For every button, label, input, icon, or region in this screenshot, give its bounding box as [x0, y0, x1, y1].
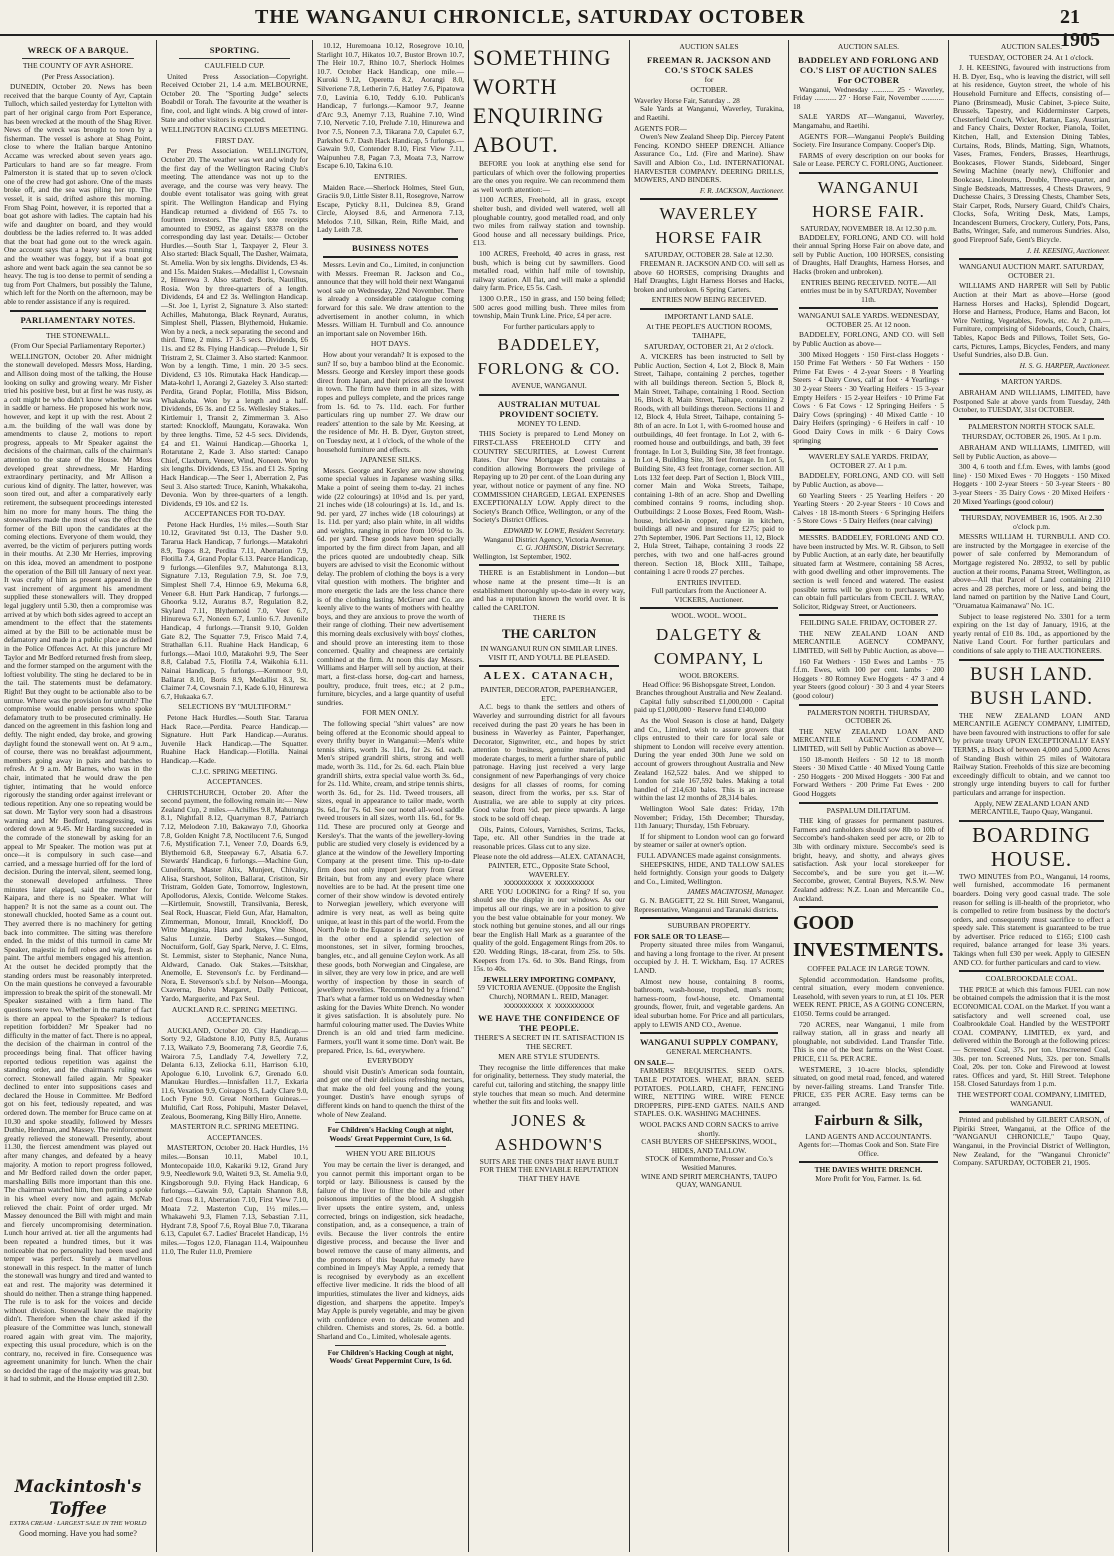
mackintosh-tagline: Good morning. Have you had some?: [19, 1529, 137, 1538]
jones-tagline: SUITS ARE THE ONES THAT HAVE BUILT FOR THEM THE ENVIABLE REPUTATION THAT THEY HAVE: [479, 1156, 619, 1184]
boarding-body: TWO MINUTES from P.O., Wanganui, 14 rooms, well furnished, accommodate 16 permanent boarders. Doing very good casual trade. The sole reason for selling is ill-health of the proprietor, who is compelled to retire from business by the doctor's orders, and consequently must sacrifice to effect a speedy sale. This statement is guaranteed to be true by advertiser. Price reduced to £165; £100 cash required, balance arranged for lease 3¾ years. Takings when full £30 per week. Apply to GIESEN AND CO. for further particulars and card to view.: [953, 871, 1110, 967]
catanach-name: ALEX. CATANACH,: [483, 670, 615, 683]
mackintosh-logo: Mackintosh's Toffee: [14, 1477, 142, 1519]
auction-mart-signature: H. S. G. HARPER, Auctioneer.: [1019, 360, 1110, 370]
frj-heading: FREEMAN R. JACKSON AND CO.'S STOCK SALES: [646, 54, 772, 75]
paspalum-heading: PASPALUM DILITATUM.: [826, 805, 911, 815]
land-sale-heading: IMPORTANT LAND SALE.: [664, 311, 754, 321]
divider: [799, 802, 938, 804]
supply-company-list: FARMERS' REQUISITES. SEED OATS. TABLE POTATOES. WHEAT, BRAN. SEED POTATOES. POLLARD, CHAFF, FENCING WIRE, NETTING WIRE. WIRE FENCE DROPPERS, PIPE-END GATES. NAILS AND STAPLES. O.K. WASHING MACHINES.: [634, 1066, 784, 1119]
agents-list: Owen's New Zealand Sheep Dip. Piercey Patent Fencing. KONDO SHEEP DRENCH. Alliance Assurance Co., Ltd. (Fire and Marine). Shaw Savill and Albion Co., Ltd. INTERNATIONAL HARVESTER COMPANY. DEERING DRILLS, MOWERS, AND BINDERS.: [634, 132, 784, 185]
divider: [959, 509, 1104, 511]
jones-name: JONES &: [511, 1110, 587, 1130]
marton-body: ABRAHAM AND WILLIAMS, LIMITED, have Postponed Sale at above yards from Tuesday, 24th October, to TUESDAY, 31st OCTOBER.: [953, 387, 1110, 415]
caulfield-cup-heading: CAULFIELD CUP.: [204, 61, 265, 70]
turnbull-body-2: Subject to lease registered No. 3301 for a term expiring on the 1st day of January, 1916, at the yearly rental of £10 8s. 10d., as apportioned by the Native Land Court. For further particulars and conditions of sale apply to THE AUCTIONEERS.: [953, 611, 1110, 655]
wreck-source: (Per Press Association).: [41, 71, 115, 81]
supply-company-sub: GENERAL MERCHANTS.: [666, 1047, 752, 1057]
dalgety-brokers: WOOL BROKERS.: [679, 671, 739, 681]
decorative-border: XXXXXXXXXX X XXXXXXXXXX: [503, 1001, 594, 1010]
wanganui-sale-body: BADDELEY, FORLONG, AND CO. will Sell by Public Auction as above—: [793, 330, 944, 349]
divider: [479, 564, 619, 566]
baddeley-name: BADDELEY,: [497, 335, 601, 355]
company-headline: COMPANY, L: [653, 649, 765, 669]
land-sale-invited: ENTRIES INVITED.: [676, 577, 742, 587]
newspaper-title: THE WANGANUI CHRONICLE, SATURDAY OCTOBER: [255, 6, 806, 28]
wreck-heading: WRECK OF A BARQUE.: [27, 45, 129, 55]
wreck-article: DUNEDIN, October 20. News has been received that the barque County of Ayr, Captain Tulloch, which sailed yesterday for Lyttelton with part of her original cargo from Port Esperance, has been wrecked at the mouth of the Shag River. News of the wreck was brought to town by a fisherman. The vessel is ashore at Shag Point, close to where the Italian barque Antonino Accame was wrecked about seven years ago. Particulars to hand are so far meagre. From Palmerston it is stated that up to seven o'clock one of the crew had got ashore. One of the masts broke off, and the sea was piling her up. The vessel, it is said, drifted ashore this morning. From Shag Point, however, it is reported that a boat got ashore with ladies. The captain had his wife and daughter on board, and they would doubtless be the ladies referred to. It was added that the boat had gone out to the wreck again. One account says that a heavy sea was running and the weather was foggy, but if a boat got ashore and went back again the sea cannot be so heavy. The tug is too dense to permit of sending a tug from Port Chalmers, but possibly the Talune, which left for the North on the afternoon, may be able to render assistance if any is required.: [4, 82, 152, 307]
bf-farms: FARMS of every description on our books for Sale or Lease. PERCY C. FORLONG, Auctioneer.: [793, 150, 944, 169]
column-7: [949, 42, 1114, 1552]
for-men-heading: FOR MEN ONLY.: [362, 708, 419, 718]
divider: [799, 172, 938, 174]
divider: [179, 58, 290, 59]
forlong-name: FORLONG & CO.: [477, 359, 621, 379]
suburban-heading: SUBURBAN PROPERTY.: [667, 921, 751, 931]
davies-drench-sub: More Profit for You, Farmer. 1s. 6d.: [815, 1173, 922, 1183]
frj-for: for: [704, 74, 714, 84]
divider: [640, 607, 778, 609]
dalgety-capital: Capital fully subscribed £1,000,000 · Capital paid up £1,000,000 · Reserve fund £140,000: [634, 696, 784, 715]
divider: [323, 238, 458, 240]
catanach-body: A.C. begs to thank the settlers and others of Waverley and surrounding district for all favours received during the past 20 years he has been in business in Waverley as Painter, Paperhanger, Decorator, Signwriter, etc., and hopes by strict attention to business, genuine materials, and moderate charges, to merit a further share of public patronage. Having just received a very large consignment of new Paperhangings of very choice designs for all classes of rooms, for coming season, direct from the works, per s.s. Star of Australia, we are able to supply at city prices. Good value from ½d. per piece upwards. A large stock to be sold off cheap.: [473, 702, 625, 824]
waverley-sale-heading: WAVERLEY SALE YARDS. FRIDAY, OCTOBER 27. At 1 p.m.: [808, 452, 929, 470]
caulfield-cup-article: United Press Association—Copyright. Received October 21, 1.4 a.m. MELBOURNE, October 20. The "Sporting Judge" selects Boabdil or Torah. The favourite at the weather is fine, cool, and light winds. A big crowd of inter-State and other visitors is expected.: [161, 71, 308, 124]
decorative-border: XXXXXXXXXX X XXXXXXXXXX: [503, 879, 594, 888]
about-headline: ABOUT.: [473, 132, 559, 157]
jewellery-address: 59 VICTORIA AVENUE. (Opposite the English Church), NORMAN L. REID, Manager.: [477, 983, 621, 1001]
coal-signature: THE WESTPORT COAL COMPANY, LIMITED, WANGANUI.: [956, 1089, 1107, 1108]
property-listing: 1100 ACRES, Freehold, all in grass, except shelter bush, and divided well watered, well all ploughable country, good metalled road, and only two miles from railway station and township. Good house and all necessary buildings. Price, £13.: [473, 195, 625, 248]
fairburn-silk-name: Fairburn & Silk,: [814, 1112, 923, 1129]
bf-yards: SALE YARDS AT—Wanganui, Waverley, Mangamahu, and Raetihi.: [793, 112, 944, 130]
multiform-article: Petone Hack Hurdles.—South Star. Tararua Hack Race.—Perdita. Pearce Handicap.—Signature. Hutt Park Handicap.—Auratus. Juvenile Hack Handicap.—The Squatter. Ruahine Hack Handicap.—Flotilla. Nainai Handicap.—Kade.: [161, 712, 308, 765]
marton-heading: MARTON YARDS.: [1001, 377, 1062, 387]
acres-listing: 720 ACRES, near Wanganui, 1 mile from railway station, all in grass and nearly all ploughable, not subdivided. Land Transfer Title. This is one of the best farms on the West Coast. PRICE, £11 5s. PER ACRE.: [793, 1019, 944, 1064]
further-particulars: For further particulars apply to: [503, 321, 595, 331]
dalgety-dates: Wellington Wool Sale dates: Friday, 17th November; Friday, 15th December; Thursday, 11th January; Thursday, 15th February.: [634, 803, 784, 831]
wanganui-sale-heading: WANGANUI SALE YARDS. WEDNESDAY, OCTOBER 25. At 12 noon.: [797, 311, 940, 329]
divider: [479, 394, 619, 396]
investments-headline: INVESTMENTS.: [793, 939, 944, 962]
business-notes-article: Messrs. Levin and Co., Limited, in conjunction with Messrs. Freeman R. Jackson and Co., announce that they will hold their next Wanganui wool sale on Wednesday, 22nd November. There is already a considerable catalogue coming forward for this sale. We draw attention to the advertisement in another column, in which Messrs. William H. Turnbull and Co. announce an important sale on November 16th.: [317, 260, 464, 338]
boarding-headline: BOARDING: [972, 822, 1091, 847]
parliament-subheading: THE STONEWALL.: [46, 330, 110, 340]
keesing-body: J. H. KEESING, favoured with instructions from H. B. Dyer, Esq., who is leaving the district, will sell at his residence, Guyton street, the whole of his Household Furniture and Effects, consisting of—Piano (Brinsmead), Music Cabinet, 3-piece Suite, Brussels, Tapestry, and Kidderminster Carpets, Chesterfield Couch, Wicker, Rattan, Easy, Austrian, and Fancy Chairs, Dexter Rocker, Pianola, Toilet, Kitchen, Hall, and Extension Dining Tables, Curtains, Rods, Blinds, Matting, Sign, Whatnots, Vases, Frames, Fenders, Brasses, Hearthrugs, Bookcases, Flower Stands, Sideboard, Singer Sewing Machine (nearly new), Chiffonier and Bookcase, Linoleums, Double, Three-quarter, and Single Bedsteads, Mattresses, 4 Chests Drawers, 9 Duchesse Chairs, 3 Dressing Chests, Chamber Sets, Stair Carpet, Rods, Nursery Guard, Child's Chairs, Clocks, Sofa, Writing Desk, Mats, Lamps, Incandescent Burners, Crockery, Cutlery, Pots, Pans, Baths, Wringer, Safe, and numerous Sundries. Also, good Fireproof Safe, Gent's Bicycle.: [953, 63, 1110, 245]
dalgety-ship: If for shipment to London wool can go forward by steamer or sailer at owner's option.: [634, 831, 784, 850]
suburban-body-2: Almost new house, containing 8 rooms, bathroom, wash-house, tropshed, man's room; harness-room, fowl-house, etc. Ornamental grounds, flower, fruit, and vegetable gardens. An ideal suburban home. For Price and all particulars, apply to LEWIS AND CO., Avenue.: [634, 976, 784, 1029]
feilding-sale-list: 160 Fat Wethers · 150 Ewes and Lambs · 75 f.f.m. Ewes, with 100 per cent. lambs · 200 Hoggets · 80 Romney Ewe Hoggets · 47 3 and 4 year Steers (good colour) · 30 3 and 4 year Steers (good colour): [793, 656, 944, 701]
column-1: [0, 42, 156, 1552]
cough-advert: For Children's Hacking Cough at night, Woods' Great Peppermint Cure, 1s 6d.: [327, 1125, 454, 1143]
mackintosh-tag: EXTRA CREAM · LARGEST SALE IN THE WORLD: [9, 1520, 147, 1527]
dalgety-headline: DALGETY &: [655, 625, 763, 645]
divider: [479, 665, 619, 667]
agents-for: AGENTS FOR—: [634, 123, 687, 133]
fairburn-silk-agents: Agents for:—Thomas Cook and Son. State Fire Office.: [798, 1140, 939, 1158]
column-2: [157, 42, 312, 1552]
property-listing: 100 ACRES, Freehold, 40 acres in grass, rest bush, which is being cut by sawmillers. Good metalled road, within half mile of township, railway station. All flat, and will make a splendid dairy farm. Price, £5 5s. Cash.: [473, 248, 625, 293]
cough-advert: For Children's Hacking Cough at night, Woods' Great Peppermint Cure, 1s 6d.: [327, 1347, 454, 1366]
mrc-acceptances: ACCEPTANCES.: [206, 1132, 263, 1142]
bush-land-body: THE NEW ZEALAND LOAN AND MERCANTILE AGENCY COMPANY, LIMITED, have been favoured with instructions to offer for sale by private treaty UPON EXCEPTIONALLY EASY TERMS, a Block of between 4,000 and 5,000 Acres of Standing Bush within 25 miles of Waitotara Railway Station. Freeholds of this size are becoming exceedingly difficult to obtain, and we cannot too strongly urge intending buyers to call for further particulars and arrange for inspection.: [953, 710, 1110, 797]
catanach-trade: PAINTER, DECORATOR, PAPERHANGER, ETC.: [480, 685, 618, 703]
arc-article: AUCKLAND, October 20. City Handicap.—Sorty 9.2, Gladstone 8.10, Putty 8.5, Auratus 7.13, Waikato 7.9, Boomerang 7.8, Geordie 7.6, Wairora 7.5, Landlady 7.4, Jewellery 7.2, Delanta 6.13, Zeliocka 6.11, Harrison 6.10, Apologue 6.10, Luvolink 6.7, Grenado 6.0. Manukau Hurdles.—Innisfallen 11.7, Exkaria 11.6, Vexation 9.9, Coiragoo 9.5, Lady Clare 9.0, Loch Fyne 9.0. Great Northern Guineas.—Multifid, Carl Ross, Pohipuhi, Master Delavel, Zealous, Boomerang, King Billy Hiro, Annette.: [161, 1025, 308, 1121]
style-students: MEN ARE STYLE STUDENTS.: [498, 1052, 600, 1062]
parliament-source: (From Our Special Parliamentary Reporter.): [11, 341, 145, 351]
keesing-signature: J. H. KEESING, Auctioneer.: [1026, 245, 1110, 255]
carlton-intro: THERE is an Establishment in London—but whose name at the present time—It is an establishment thoroughly up-to-date in every way, and has a reputation known the world over. It is called the CARLTON.: [473, 568, 625, 612]
something-headline: SOMETHING: [473, 45, 612, 70]
turnbull-body: MESSRS WILLIAM H. TURNBULL AND CO. are instructed by the Mortgagee in exercise of the power of sale conferred by Memorandum of Mortgage registered No. 28932, to sell by public auction at their rooms, Panama Street, Wellington, as above—All that Parcel of Land containing 2110 acres and 28 perches, more or less, and being the land named on partition by the Native Land Court, "Oruamatua Kaimanawa" No. 1C.: [953, 532, 1110, 611]
dalgety-branches: Branches throughout Australia and New Zealand.: [635, 688, 783, 698]
cjc-acceptances: ACCEPTANCES.: [206, 777, 263, 787]
palmerston-stock-date: THURSDAY, OCTOBER 26, 1905. At 1 p.m.: [961, 432, 1102, 442]
divider: [959, 1111, 1104, 1113]
bilious-heading: WHEN YOU ARE BILIOUS: [345, 1149, 436, 1159]
divider: [799, 614, 938, 616]
palmerston-stock-heading: PALMERSTON NORTH STOCK SALE.: [968, 421, 1095, 431]
land-sale-further: Full particulars from the Auctioneer A. VICKERS, Auctioneer.: [651, 586, 767, 604]
divider: [323, 256, 458, 258]
divider: [959, 970, 1104, 972]
frj-fair: Waverley Horse Fair, Saturday .. 28: [634, 95, 740, 105]
business-notes-heading: BUSINESS NOTES: [351, 243, 430, 254]
coffee-palace-body: Splendid accommodation. Handsome profits, central situation, every modern convenience. Leasehold, with seven years to run, at £1 10s. PER WEEK RENT. PRICE, AS A GOING CONCERN, £1050. Terms could be arranged.: [793, 974, 944, 1019]
property-listing: 1300 O.P.R., 150 in grass, and 150 being felled; 500 acres good milling bush. Three miles from township, Main Trunk Line. Price, £4 per acre.: [473, 293, 625, 321]
palmerston-stock-body: ABRAHAM AND WILLIAMS, LIMITED, will Sell by Public Auction, as above—: [953, 442, 1110, 461]
auction-sales-heading: AUCTION SALES.: [837, 42, 900, 51]
waverley-entries: ENTRIES NOW BEING RECEIVED.: [651, 295, 767, 305]
everybody-article: should visit Dustin's American soda fountain, and get one of their delicious refreshing nectars, that make the old feel young and the young younger. Dustin's have enough syrups of different kinds on hand to quench the thirst of the whole of New Zealand.: [317, 1066, 464, 1119]
multiform-heading: SELECTIONS BY "MULTIFORM.": [178, 702, 291, 712]
waverley-date: SATURDAY, OCTOBER 28. Sale at 12.30.: [644, 250, 774, 260]
wrc-article: Per Press Association. WELLINGTON, October 20. The weather was wet and windy for the first day of the Wellington Racing Club's meeting. The attendance was not up to the average, and the course was very heavy. The double event totalisator was going with great spirit. The Wellington Handicap and Flying Handicap returned a dividend of £65 7s. to fourteen investors. The day's tote receipts amounted to £9092, as against £8378 on the corresponding day last year. Details:— October Hurdles.—South Star 1, Taxpayer 2, Fleur 3. Also started: Black Squall, The Dasher, Waimata, St. Amelia. Won by six lengths. Dividends, £3 4s. and 15s. Maiden Stakes.—Medallist 1, Cowsnain 2, Hinerewa 3. Also started: Boris, Nautillus, Rosia. Won by three-quarters of a length. Dividends, £4 and £2 3s. Wellington Handicap.—St. Joe 1, Lyrist 2, Signature 3. Also started: Achilles, Mahutonga, Black Reynard, Auratus, Simplest Shell, Plassen, Blythemoid, Hukamie. Won by a neck, a neck separating the second and third. Time, 2 mins. 17 3-5 secs. Dividends, £6 11s. and £2 8s. Flying Handicap.—Prelude 1, Sir Tristram 2, St. Claimer 3. Also started: Kanmoor. Won by a length. Time, 1 min. 20 3-5 secs. Dividend, £3 10s. Rimutaka Hack Handicap.—Mata-kohrl 1, Aorangi 2, Gazeley 3. Also started: Perdita, Grand Poplar, Flotilla, Miss Bidson, Whakakoha. Won by a length and a half. Dividends, £6 3s. and £2 5s. Wellesley Stakes.—Kirtlemuir 1, Transit 2, Zimmerman 3. Also started: Knockloff, Maungatu, Korawaka. Won by three lengths. Time, 52 4-5 secs. Dividends, £4 and £1. Wainui Handicap.—Ghoorka 1, Rotarutane 2, Kade 3. Also started: Canapo Chief, Claxburn, Veneer, Wind, Noneen. Won by six lengths. Dividends, £3 15s. and £1 2s. Spring Hack Handicap.—The Seer 1, Aberration 2, Pas Seul 3. Also started: Truce, Kaninh, Whakakoha, Devonia. Won by three-quarters of a length. Dividends, £9 10s. and £2 1s.: [161, 146, 308, 508]
good-headline: GOOD: [793, 912, 855, 935]
feilding-sale-heading: FEILDING SALE. FRIDAY, OCTOBER 27.: [800, 618, 937, 628]
waverley-body: FREEMAN R. JACKSON AND CO. will sell as above 60 HORSES, comprising Draughts and Half Draughts, Light Harness Horses and Hacks, broken and unbroken. 6 Spring Carters.: [634, 258, 784, 294]
column-4: [469, 42, 629, 1552]
mrc-article: MASTERTON, October 20. Hack Hurdles, 1½ miles.—Bonsan 10.11, Mabel 10.1, Montecopaide 10.0, Kakariki 9.12, Grand Jury 9.9, Needlework 9.0, Waiteti 9.3, St. Amelia 9.0, Kingsborough 9.0. Flying Hack Handicap, 6 furlongs.—Gawain 9.0, Captain Shannon 8.8, Red Cross 8.1, Aberration 7.10, First View 7.10, Moata 7.2. Masterton Cup, 1½ miles.—Whakawehi 9.3, Flamen 7.13, Sebastian 7.11, Hydrant 7.8, Spoof 7.6, Royal Blue 7.0, Tikarana 6.13, Capulet 6.7. Ladies' Bracelet Handicap, 1½ miles.—Togos 12.0, Flanagan 11.4, Waipounheu 11.0, The Ruler 11.0, Premiere: [161, 1143, 308, 1256]
parliament-article: WELLINGTON, October 20. After midnight the stonewall developed. Messrs Moss, Harding, and Allison doing most of the talking, the House looking on sulky and growing weary. Mr Fisher tried his positive best, but at first he was rusty, as a colt might be who didn't know whether he was in saddle or harness. He proposed his work now, however, and kept it up with the rest. About 2 a.m. the building of the wall was done by amendments to clause 2, motions to report progress, appeals to Mr Speaker against the decisions of the chairman, calls of the chairman's attention to the state of the House. Mr Moss developed great shrewdness, Mr Harding extraordinary pertinacity, and Mr Allison a curious kind of dignity. The latter, however, was soon tired out, and after a comparatively early retirement, the subsequent proceedings interested him no more for many hours. The thing the stonewallers made the most of was the effect the former of the Bill upon the candidates at the coming elections. Everyone of them would, they averred, be the victim of perjurers putting words in their mouths. At 2.30 Mr Herries, improving on this idea, moved an amendment to postpone the operation of the Bill till January of next year. It was crafty of him as present appeared in the vast increment of argument his amendment supplied these stonewallers will. They dropped legal jugglery until 5.30, then a compromise was arrived at by which both sides agreed to accept an amendment to the effect that the statements aimed at by the Bill to be actionable must be defamatory and made in a public place as defined in the Police Offences Act. At this juncture Mr Taylor and Mr Bedford returned fresh from sleep, and the former stamped on the argument with the loftiest volubility. The sting he declared to be in the tail. The statements must be defamatory. Right! But they ought to be actionable also to be untrue. Where was the provision for untruth? The compromise would enable persons who spoke defamatory truth to be prosecuted criminally. He danced on the agreement in this fashion long and deftly. The night ended, day broke, and growing daylight found the stonewall went on. At 9 a.m., of course, there was no breakfast adjournment, members going away in pairs and batches to refresh. At 9 a.m. Mr Barnes, who was in the chair, intimated that he would draw the pen tighter, intimating that he would enforce rigorously the standing order against irrelevant or tedious repetition. Any one so repeating would be sat down. Mr Taylor very soon had a disastrous warning and Mr Bedford, transgressing, was ordered down at 9.45. Mr Harding succeeded in the comrade of the stonewall by asking for an appeal to Mr Speaker. The motion was put at once—it is compulsory in such case—and carried, and a message hurried off for the lord of decision. During the interval, silent, seemed long, the stonewall developed artfulness. Three minutes later elapsed, said the member for Kaipara, and there is no Speaker. What will happen? It is not the same as a count out. The stonewall chuckled, hooted Same as a count out. They averred there is no machinery for getting back into committee. The sitting was therefore ended. In the midst of this turmoil in came Mr Speaker, majestic in full robes and wig, fresh as paint. The artful members engaged his attention. At the outset he decided promptly that the standing orders must be reasonably interpreted. On the main questions he conveyed a favourable impression to break the spirit of the stonewall. Mr Speaker sustained with a firm hand. The questions were two. Whether in the matter of fact is there an appeal to the Speaker? Is tedious repetition forbidden? Mr Speaker had no difficulty in the matter of fact. There is no appeal, the decision of the chairman in control of the proceedings being final. That officer having reported tedious repetition was against the standing order, and the chairman's ruling was correct. Stonewall failed again. Mr Speaker declined to enter into suppositions cases and declared the House in Committee. Mr Bedford got on his feet, tediously repeated, and was ordered down. The member for Bruce came on at 10.30 and spoke steadily, followed by Messrs Duthie, Herdman, and Massey. The reinforcement greatly relieved the stonewall. Presently, about 11.30, the fiercest amendment was played out after many changes, and defeated by a heavy majority. A motion to report progress followed, and Mr Bedford railed down the order paper, marshalling Bills more important than this one. The chairman watched him, then putting a spoke in his wheel every now and again. McNab relieved the chair. Point of order urged. Mr Massey denounced the Bill with might and main and fiercely uncompromising determination. Lunch hour arrived at. tier all the arguments had been repeated a hundred times, but it was noticeable that no personality had been used and temper was perfect. Surely a marvellous stonewall in this respect. In the matter of lunch the stonewall was hungry and tired and wanted to eat and rest. The majority was determined it should do neither. Then a strange thing happened. The rule is to ask for the voices and decide without division. Stonewall knew the majority didn't. Therefore when the chair asked if the pleasure of the Committee was lunch, stonewall roared again with great vim. The majority, expecting this usual procedure, which is on the contrary, no, received in fire. Consequence was agreement unanimity for lunch. When the chair so decided the rage of the majority was great, but it had to submit, and the House emptied till 2.30.: [4, 351, 152, 1384]
confidence-heading: WE HAVE THE CONFIDENCE OF THE PEOPLE.: [478, 1013, 620, 1034]
divider: [22, 328, 134, 329]
waverley-sale-body: BADDELEY, FORLONG, AND CO. will Sell by Public Auction, as above—: [793, 471, 944, 489]
palmerston-heading: PALMERSTON NORTH. THURSDAY, OCTOBER 26.: [807, 707, 930, 726]
dalgety-representative: G. N. BAGGETT, 22 St. Hill Street, Wanganui, Representative, Wanganui and Taranaki districts.: [634, 895, 784, 914]
divider: [640, 198, 778, 200]
column-6: [789, 42, 948, 1552]
auction-sales-heading: AUCTION SALES.: [1000, 42, 1063, 51]
everybody-heading: EVERYBODY: [367, 1056, 414, 1066]
divider: [799, 307, 938, 309]
frj-signature: F. R. JACKSON, Auctioneer.: [699, 185, 784, 195]
divider: [959, 820, 1104, 822]
divider: [799, 448, 938, 450]
catanach-list: Oils, Paints, Colours, Varnishes, Scrims, Tacks, Tape, etc. All other Sundries in the trade at reasonable prices. Glass cut to any size.: [473, 824, 625, 851]
divider: [959, 373, 1104, 375]
dalgety-signature: JAMES MACINTOSH, Manager.: [686, 887, 784, 897]
divider: [799, 529, 938, 531]
bush-land-headline: BUSH LAND.: [970, 687, 1093, 709]
imprint: Printed and published by GILBERT CARSON, of Pipiriki Street, Wanganui, at the Office of the "WANGANUI CHRONICLE," Taupo Quay, Wanganui, in the Provincial District of Wellington, New Zealand, for the "Wanganui Chronicle" Company. SATURDAY, OCTOBER 21, 1905.: [953, 1115, 1110, 1168]
hot-days-heading: HOT DAYS.: [370, 339, 411, 349]
fairburn-silk-trade: LAND AGENTS AND ACCOUNTANTS.: [805, 1131, 932, 1141]
entries-heading: ENTRIES.: [373, 171, 408, 181]
horse-fair-entries: ENTRIES BEING RECEIVED. NOTE.—All entries must be in by SATURDAY, November 11th.: [800, 277, 937, 304]
sporting-heading: SPORTING.: [209, 45, 260, 55]
enquiring-headline: ENQUIRING: [473, 103, 605, 128]
bf-list: Wanganui, Wednesday ............ 25 · Waverley, Friday ............ 27 · Horse Fair, November ............ 18: [793, 84, 944, 111]
supply-company-heading: WANGANUI SUPPLY COMPANY,: [639, 1037, 779, 1048]
amp-date: Wellington, 1st September, 1902.: [473, 551, 572, 561]
wanganui-sale-list: 300 Mixed Hoggets · 150 First-class Hoggets · 150 Prime Fat Wethers · 50 Fat Wethers · 150 Prime Fat Ewes · 4 2-year Steers · 8 Yearling Steers · 4 Dairy Cows, calf at foot · 4 Yearlings · 30 2-year Steers · 30 Yearling Heifers · 15 3-year Empty Heifers · 15 2-year Heifers · 10 Prime Fat Cows · 6 Fat Cows · 12 Springing Heifers · 5 Dairy Cows (springing) · 40 Mixed Cattle · 10 Dairy Heifers (springing) · 6 Heifers in calf · 10 Good Dairy Cows in milk · 6 Dairy Cows springing: [793, 349, 944, 445]
frj-month: OCTOBER.: [690, 85, 728, 95]
bf-heading: BADDELEY AND FORLONG AND CO.'S LIST OF AUCTION SALES For OCTOBER: [798, 54, 939, 85]
wreck-subheading: THE COUNTY OF AYR ASHORE.: [22, 61, 134, 70]
divider: [10, 310, 146, 312]
waverley-sale-list: 60 Yearling Steers · 25 Yearling Heifers · 20 Yearling Steers · 20 2-year Steers · 10 Cows and Calves · 18 18-month Steers · 6 Springing Heifers · 5 Store Cows · 5 Dairy Heifers (near calving): [793, 490, 944, 526]
baddeley-address: AVENUE, WANGANUI.: [511, 381, 587, 391]
frj-yards: Sale Yards at Wanganui, Waverley, Turakina, and Raetihi.: [634, 104, 784, 122]
column-3: [313, 42, 468, 1552]
land-sale-body: A. VICKERS has been instructed to Sell by Public Auction, Section 4, Lot 2, Block 8, Main Street, Taihape, containing 2 perches, together with all buildings thereon. Section 5, Block 8, Main Street, Taihape, containing 1 Rood. Section 16, Block 8, Main Street, Taihape, containing 2 Roods, with all buildings thereon. Sections 11 and 12, Block 4, Hula Street, Taihape, containing 5-8th of an acre. In Lot 1, with 6-roomed house and outbuildings, 40 feet frontage. In Lot 2, with 6-roomed house and outbuildings, and bath, 39 feet frontage. In Lot 3, Building Site, 38 feet frontage. In Lot 4, Building Site, 38 feet frontage. In Lot 5, Building Site, 43 feet frontage, corner section. All Lots 132 feet deep. Part of Section 1, Block VIII., corner Main and Woka Streets, Taihape, containing 1-8th of an acre. Shop and Dwelling combined contains 9 rooms, including shop. Outbuildings: 2 Loose Boxes, Feed Room, Wash-house, bricked-in copper, range in kitchen, buildings all new and insured for £275; paid to 27th September, 1906. Part Sections 11, 12, Block 2, Hula Street, Taihape, containing 3 roods 22 perches, with two and one half-acres ground thereon. Section 18, Block XIII., Taihape, containing 1 acre 0 roods 27 perches.: [634, 352, 784, 577]
mrc-heading: MASTERTON R.C. SPRING MEETING.: [170, 1122, 299, 1132]
arc-heading: AUCKLAND R.C. SPRING MEETING.: [171, 1004, 298, 1014]
house-headline: HOUSE.: [990, 846, 1073, 871]
amp-signature: C. G. JOHNSON, District Secretary.: [516, 543, 625, 553]
ashdowns-name: ASHDOWN'S: [494, 1134, 604, 1154]
mackintosh-advert: [4, 1476, 152, 1540]
wanganui-headline: WANGANUI: [817, 177, 920, 197]
bilious-article: You may be certain the liver is deranged, and you cannot permit this important organ to be torpid or lazy. Biliousness is caused by the failure of the liver to filter the bile and other poisonous impurities of the blood. A sluggish liver upsets the entire system, and, unless corrected, brings on indigestion, sick headache, constipation, and, as a consequence, a train of evils. Because the liver controls the entire digestive process, and because the liver and bowel remove the cause of many ailments, and the promoters of this beautiful remedy have combined in Impey's May Apple, a remedy that is recognised by everybody as an excellent effective liver medicine. It rids the blood of all impurities, stimulates the liver and kidneys, aids digestion, and sharpens the appetite. Impey's May Apple is purely vegetable, and may be given with confidence even to delicate women and children. Chemists and stores, 2s. 6d. a bottle. Sharland and Co., Limited, wholesale agents.: [317, 1160, 464, 1341]
davies-drench: THE DAVIES WHITE DRENCH.: [814, 1165, 923, 1175]
divider: [959, 258, 1104, 260]
westmere-farm: MESSRS. BADDELEY, FORLONG AND CO. have been instructed by Mrs. W. R. Gibson, to Sell by Public Auction, at an early date, her beautifully situated farm at Westmere, containing 58 Acres, with good dwelling and other improvements. The section is well fenced and watered. The easiest possible terms will be given to purchasers, who can obtain full particulars from CECIL J. WRAY, Solicitor, Ridgway Street, or Auctioneers.: [793, 532, 944, 611]
property-intro: BEFORE you look at anything else send for particulars of which over the following properties are the ones you require. We can recommend them as well worth attention:—: [473, 159, 625, 194]
japanese-silks-article: Messrs. George and Kersley are now showing some special values in Japanese washing silks. Make a point of seeing them to-day. 21 inches wide (22 colourings) at 10½d and 1s. per yard, 21 inches wide (18 colourings) at 1s. 1d., and 1s. 9d. per yard, 27 inches wide (18 colourings) at 1s. 11d. per yard; also plain white, in all widths and weights, ranging in price from 10½d to 3s. 6d. per yard. These goods have been specially imported by the firm direct from Japan, and all the prices quoted are undoubtedly cheap. Silk buyers are advised to visit the Economic without delay. The problem of clothing the boys is a very vital question with mothers. The brighter and more energetic the lads are the less chance there is of the clothing lasting. McGruer and Co. are keenly alive to the wants of mothers with healthy boys, and they are anxious to prove the worth of their range of clothing. Their new advertisement this morning deals exclusively with boys' clothes, and should prove an interesting item to those concerned. Quality and cheapness are certainly combined at the firm. At noon this day Messrs. Williams and Harper will sell by auction, at their mart, a first-class horse, dog-cart and harness, poultry, produce, fruit trees, etc.; at 2 p.m., furniture, bicycles, and a large quantity of useful sundries.: [317, 465, 464, 707]
land-sale-venue: At THE PEOPLE'S AUCTION ROOMS, TAIHAPE,: [646, 322, 772, 341]
acceptances-heading: ACCEPTANCES FOR TO-DAY.: [183, 509, 286, 519]
acceptances-article: Petone Hack Hurdles, 1½ miles.—South Star 10.12, Gravitated 9st 0.13, The Dasher 9.0. Tararua Hack Handicap, 7 furlongs.—Matakohri 8.9, Togos 8.2, Perdita 7.11, Aberration 7.9, Flotilla 7.4, Grand Poplar 6.13. Pearce Handicap, 9 furlongs.—Glenfiles 9.7, Mahutonga 8.13, Signature 7.13, Regulation 7.9, St. Joe 7.9, Simplest Shell 7.4, Hinnoe 6.9, Mekuma 6.8, Veneer 6.8. Hutt Park Handicap, 7 furlongs.—Ghoorka 9.12, Auratus 8.7, Regulation 8.2, Skyland 7.11, Blythemoid 7.0, Veer 6.7, Hinurewa 6.7, Noneen 6.7, Lunlio 6.7. Juvenile Handicap, 4 furlongs.—Transit 9.10, Golden Gate 8.2, The Squatter 7.9, Frisco Maid 7.4, Strathallan 6.11. Ruahine Hack Handicap, 6 furlongs.—Maoi 10.0, Matakohri 9.9, The Seer 8.8, Calabad 7.5, Flotilla 7.4, Waikohia 6.11. Nainai Handicap, 5 furlongs.—Kenmoor 9.0, Ballarat 8.10, Boris 8.9, Medallist 8.3, St. Claimer 7.4, Cowsnain 7.1, Kade 6.10, Hinurewa 6.7, Hukaaka 6.7.: [161, 519, 308, 701]
divider: [335, 1146, 446, 1147]
westmere-listing: WESTMERE, 3 10-acre blocks, splendidly situated, on good metal road, fenced, and watered by never-failing streams. Land Transfer Title. PRICE, £35 PER ACRE. Easy terms can be arranged.: [793, 1064, 944, 1108]
divider: [335, 1122, 446, 1123]
supply-company-wine: WINE AND SPIRIT MERCHANTS, TAUPO QUAY, WANGANUI.: [640, 1171, 778, 1190]
supply-company-stock: STOCK of Kemmthorne, Prosser and Co.'s Wesitied Manures.: [645, 1154, 773, 1172]
entries-article: Maiden Race.—Sherlock Holmes, Steel Gun, Graciis 9.0, Little Sister 8.11, Rosegrove, Narrow Escape, Pyticky 8.11, Dulcinea 8.9, Grand Circle, Aloysed 8.6, and Armenora 7.13, Melodos 7.10, Silkan, Rein, Rifle Maid, and Lady Leith 7.8.: [317, 182, 464, 235]
divider: [959, 418, 1104, 420]
suburban-body: Property situated three miles from Wanganui, and having a long frontage to the river. At present occupied by J. H. T. Wickham, Esq. 17 ACRES LAND.: [634, 940, 784, 976]
divider: [959, 659, 1104, 661]
palmerston-list: 150 18-month Heifers · 50 12 to 18 month Steers · 30 Mixed Cattle · 40 Mixed Young Cattle · 250 Hoggets · 200 Mixed Hoggets · 300 Fat and Forward Wethers · 200 Prime Fat Ewes · 200 Good Hoggets: [793, 754, 944, 798]
supply-company-packs: WOOL PACKS AND CORN SACKS to arrive shortly.: [639, 1119, 779, 1138]
page-number: 21 1905: [1060, 6, 1100, 51]
divider: [335, 1345, 446, 1346]
waverley-headline: WAVERLEY: [659, 204, 759, 224]
dalgety-body: As the Wool Season is close at hand, Dalgety and Co., Limited, wish to assure growers that clips entrusted to their care for local sale or shipment to London will receive every attention. During the year ended 30th June we sold on account of growers throughout Australia and New Zealand 162,522 bales. And we shipped to London for sale 167,592 bales. Making a total handled of 214,630 bales. This is an increase within the last 12 months of 28,314 bales.: [634, 716, 784, 803]
supply-company-on-sale: ON SALE—: [634, 1057, 674, 1067]
bush-land-signature: Apply, NEW ZEALAND LOAN AND MERCANTILE, Taupo Quay, Wanganui.: [970, 798, 1093, 817]
confidence-subheading: THERE'S A SECRET IN IT. SATISFACTION IS THE SECRET.: [473, 1033, 625, 1051]
divider: [640, 308, 778, 310]
hot-days-article: How about your verandah? It is exposed to the sun? If so, buy a bamboo blind at the Economic. Messrs. George and Kersley import these goods direct from Japan, and their prices are the lowest in town. The firm have them in all sizes, with ropes and pulleys complete, and the prices range from 1s. 6d. to 7s. 11d. each. For further particulars ring up number 27. We draw our readers' attention to the sale by Mr. Keesing, at the residence of Mr. H. B. Dyer, Guyton street, on Tuesday next, at 1 o'clock, of the whole of the household furniture and effects.: [317, 350, 464, 454]
carlton-visit: VISIT IT, AND YOU'LL BE PLEASED.: [488, 652, 610, 662]
jewellery-name: JEWELLERY IMPORTING COMPANY,: [482, 974, 616, 984]
horse-fair-date: SATURDAY, NOVEMBER 18. At 12.30 p.m.: [800, 223, 937, 233]
dalgety-office: Head Office: 96 Bishopsgate Street, London.: [642, 679, 776, 689]
horse-fair-body: BADDELEY, FORLONG, AND CO. will hold their annual Spring Horse Fair on above date, and sell by Public Auction, 100 HORSES, consisting of Draughts, Half Draughts, Harness Horses, and Hacks (broken and unbroken).: [793, 232, 944, 276]
suburban-sale: FOR SALE OR TO LEASE—: [634, 931, 730, 941]
racing-continued: 10.12, Huremoana 10.12, Rosegrove 10.10, Starlight 10.7, Hikatos 10.7, Bustor Brown 10.7, The Heir 10.7, Rhino 10.7, Sherlock Holmes 10.7. October Hack Handicap, one mile.—Kuroki 9.12, Operetta 8.2, Aorangi 8.0, Silveriene 7.8, Letherin 7.6, Hatley 7.6, Pipatowa 7.0, Lavinia 6.10, Teddy 6.10. Publican's Handicap, 7 furlongs.—Kamoor 9.7, Jeanne d'Arc 9.3, Anemyr 7.13, Ruahine 7.10, Wind 7.10, Nervetic 7.10, Prelude 7.10, Hinurewa and Ivor 7.5, Noneen 7.3, Tikarana 7.0, Capulet 6.7, Parkshot 6.7. Dash Hack Handicap, 5 furlongs.—Gawain 9.0, Contender 8.10, First View 7.11, Waipunheu 7.8, Pagan 7.3, Moata 7.3, Narrow Escape 6.10, Takina 6.10.: [317, 42, 464, 171]
wrc-first-day: FIRST DAY.: [214, 135, 255, 145]
confidence-body: They recognise the little differences that make for originality, betterness. They study material, the careful cut, tailoring and stitching, the snappy little style touches that mean so much. And determine whether the suit fits and looks well.: [473, 1062, 625, 1107]
wool-row: WOOL. WOOL. WOOL.: [671, 611, 747, 621]
amp-heading: AUSTRALIAN MUTUAL PROVIDENT SOCIETY.: [497, 398, 601, 419]
divider: [22, 58, 134, 59]
coal-body: THE PRICE at which this famous FUEL can now be obtained compels the admission that it is the most ECONOMICAL COAL on the Market. If you want a satisfactory and well screened coal, use Coalbrookdale Coal. Handled by the WESTPORT COAL COMPANY, LIMITED, ex yard, and delivered within the Borough at the following prices:— Screened Coal, 37s. per ton. Unscreened Coal, 30s. per ton. Screened Nuts, 32s. per ton. Smalls Coal, 20s. per ton. Coke and Firewood at lowest rates. Offices and yard, St. Hill Street. Telephone 158. Closed Saturdays from 1 p.m.: [953, 984, 1111, 1089]
supply-company-cash: CASH BUYERS OF SHEEPSKINS, WOOL, HIDES, AND TALLOW.: [641, 1137, 777, 1155]
divider: [640, 1032, 778, 1034]
for-men-article: The following special "shirt values" are now being offered at the Economic should appeal to every thrifty buyer in Wanganui:—Men's white tennis shirts, worth 3s. 11d., for 2s. 6d. each. Men's striped grandrill shirts, strong and well made, worth 3s. 11d., for 2s. 6d. each. Plain blue grandrill shirts, extra special value worth 3s. 6d., for 2s. 11d. White, cream, and stripe tennis shirts, worth 3s. 6d., for 2s. 11d. Tweed trousers, all sizes, equal in appearance to tailor made, worth 9s. 6d., for 7s. 6d. See our noted all-wool saddle tweed trousers in all sizes, worth 11s. 6d., for 9s. 11d. These are procured only at George and Kersley's. That the wants of the jewellery-loving public are studied very closely is evidenced by a glance at the window of the Jewellery Importing Company at the present time. This up-to-date firm does not only import jewellery from Great Britain, but from any and every place where novelties are to be had. At the present time one corner of their show window is devoted entirely to Norwegian jewellery, which everyone will admire is very neat, as well as being quite unique, at least in this part of the world. From the North Pole to the Equator is a far cry, yet we see in the other end a splendid selection of moonstones, set in silver, forming brooches, bangles, etc., and all genuine Ceylon work. As all these goods, both Norwegian and Cingalese, are in silver, they are very low in price, and are well worthy of inspection by those in search of jewellery novelties. "Recommended by a friend." That's what a farmer told us on Wednesday when asking for the Davies White Drench. No wonder it gives satisfaction. It is absolutely pure. No harmful colouring matter used. The Davies White Drench is an old and tried farm medicine. Farmers, you'll want it some time. Don't wait. Be prepared. Price, 1s. 6d., everywhere.: [317, 718, 464, 1055]
amp-office: Wanganui District Agency, Victoria Avenue.: [483, 534, 615, 544]
cjc-article: CHRISTCHURCH, October 20. After the second payment, the following remain in:— New Zealand Cup, 2 miles.—Achilles 9.8, Mahutonga 8.1, Nightfall 8.12, Quarryman 8.7, Patriarch 7.12, Melodeon 7.10, Bakawayo 7.0, Ghoorka 7.8, Golden Knight 7.8, Noctilucent 7.6, Sungod 7.6, Mystification 7.1, Veneer 7.0, Doards 6.9, Blythemoid 6.8, Steepaway 6.7, Alsatia 6.7. Stewards' Handicap, 6 furlongs.—Machine Gun, Cuneiform, Master Alix, Munjeet, Chivalry, Alisa, Starshoot, Soliton, Ballarat, Cristiton, Sir Tristram, Golden Gate, Tomorrow, Inglestown, Apollodorus, Alexis, Contide. Welcome Stakes.—Kirtlemuir, Snowstill, Transilvania, Beresk, Seal Rock, Huascar, Field Gun, Afar, Hamalton, Zimmerman, Monour, Imrail, Knockloff, Do Witte Mangista, Hats and Judges, Vine Shoot, Salus Lunzie. Derby Stakes.—Sungod, Noctuiform, Golf, Gay Spark, Nerve, J. C. Elms, St. Lemmist, sister to Stephanic, Nance Nuna, Aldward, Canado. Oak Stakes.—Tsitskhar, Anemolle, E. Stevenson's f.c. by Ferdinand—Nora, E. Stevenson's s.b.f. by Nelson—Moonga, Cxaverna, Bolvu Margaret, Dally Petticoat, Yardo, Marguerite, and Pax Seul.: [161, 787, 308, 1003]
coffee-palace-heading: COFFEE PALACE IN LARGE TOWN.: [807, 964, 930, 974]
cjc-heading: C.J.C. SPRING MEETING.: [191, 766, 278, 776]
divider: [799, 704, 938, 706]
auction-sales-heading: AUCTION SALES: [679, 42, 739, 51]
japanese-silks-heading: JAPANESE SILKS.: [359, 455, 422, 465]
feilding-sale-body: THE NEW ZEALAND LOAN AND MERCANTILE AGENCY COMPANY, LIMITED, will Sell by Public Auction, as above—: [793, 628, 944, 656]
carlton-subtitle: IN WANGANUI RUN ON SIMILAR LINES.: [480, 643, 618, 653]
column-5: [630, 42, 788, 1552]
wrc-heading: WELLINGTON RACING CLUB'S MEETING.: [161, 125, 308, 135]
jewellery-body: ARE YOU LOOKING for a Ring? If so, you should see the display in our windows. As our impetus all our rings, we are in a position to give you the best value obtainable for your money. We stock nothing but genuine stones, and all our rings bear the English Hall Mark as a guarantee of the quality of the gold. Engagement Rings from 20s. to £20. Wedding Rings, 18-carat, from 25s. to 50s. Keepers from 17s. 6d. to 30s. Band Rings, from 15s. to 40s.: [473, 886, 625, 974]
worth-headline: WORTH: [473, 74, 558, 99]
divider: [799, 1161, 938, 1163]
dalgety-skins: SHEEPSKINS, HIDE, AND TALLOW SALES held fortnightly. Consign your goods to Dalgety and Co., Limited, Wellington.: [634, 859, 784, 886]
horse-fair-headline: HORSE FAIR: [655, 228, 763, 248]
bf-agents: AGENTS FOR—Wanganui People's Building Society. Fire Insurance Company. Cooper's Dip.: [793, 131, 944, 150]
catanach-address: Please note the old address—ALEX. CATANACH, PAINTER, ETC., Opposite State School, WAVERLEY.: [473, 852, 625, 879]
keesing-date: TUESDAY, OCTOBER 24. At 1 o'clock.: [969, 52, 1094, 62]
amp-signature: EDWARD W. LOWE, Resident Secretary.: [503, 526, 625, 535]
land-sale-date: SATURDAY, OCTOBER 21, At 2 o'clock.: [644, 341, 774, 351]
parliament-heading: PARLIAMENTARY NOTES.: [20, 314, 136, 325]
palmerston-stock-list: 300 4, 6 tooth and f.f.m. Ewes, with lambs (good line) · 150 Mixed Ewes · 70 Hoggets · 150 Mixed Hoggets · 100 2-year Steers · 50 3-year Steers · 80 3-year Steers · 35 Dairy Cows · 20 Mixed Heifers · 20 Mixed Yearlings (good colour): [953, 462, 1110, 506]
amp-subheading: MONEY TO LEND.: [517, 418, 581, 428]
auction-mart-heading: WANGANUI AUCTION MART. SATURDAY, OCTOBER 21.: [959, 262, 1104, 280]
amp-body: THIS Society is prepared to Lend Money on FIRST-CLASS FREEHOLD CITY and COUNTRY SECURITIES, at Lowest Current Rates. Our New Mortgage Deed contains a condition allowing Borrowers the privilege of Repaying up to 20 per cent. of the Loan during any year, without notice or payment of any fine. NO COMMISSION CHARGED, LEGAL EXPENSES EXCEPTIONALLY LOW. Apply direct to the Society's Branch Office, Wellington, or any of the Society's District Offices.: [473, 429, 625, 525]
coal-heading: COALBROOKDALE COAL.: [985, 974, 1078, 984]
carlton-name: THE CARLTON: [501, 625, 597, 641]
november-heading: THURSDAY, NOVEMBER 16, 1905. At 2.30 o'clock p.m.: [961, 513, 1102, 531]
auction-mart-body: WILLIAMS AND HARPER will Sell by Public Auction at their Mart as above—Horse (good Harness Horses and Hacks), Splendid Dogcart, Horse and Harness, Produce, Hams and Bacon, lot Wire Netting, Vegetables, Fowls, etc. At 2 p.m.—Furniture, comprising of Sideboards, Couch, Chairs, Tables, Kapoc Beds and Pillows, Toilet Sets, Go-carts, Pictures, Lamps, Bicycles, Fenders, and many Useful Sundries, also D.B. Gun.: [953, 281, 1110, 360]
palmerston-body: THE NEW ZEALAND LOAN AND MERCANTILE AGENCY COMPANY, LIMITED, will Sell by Public Auction as above—: [793, 726, 944, 753]
horse-fair-headline: HORSE FAIR.: [812, 201, 925, 221]
carlton-there-is: THERE IS: [532, 613, 566, 623]
arc-acceptances: ACCEPTANCES.: [206, 1015, 263, 1025]
paspalum-body: THE king of grasses for permanent pastures. Farmers and ranholders should sow 8lb to 10lb of Seccombe's hand-shaken seed per acre, or 2lb to 3lb with ordinary mixture. Seccombe's seed is bright, heavy, and shotty, and always gives satisfaction. Ask your local storekeeper for Seccombe's, and be sure you get it.—W. Seccombe, grower, Central Buyers, N.S.W. New Zealand address: N.Z. Loan and Mercantile Co., Auckland.: [793, 816, 944, 903]
divider: [640, 917, 778, 919]
dalgety-advances: FULL ADVANCES made against consignments.: [637, 850, 781, 860]
bush-land-headline: BUSH LAND.: [970, 663, 1093, 685]
divider: [799, 906, 938, 908]
